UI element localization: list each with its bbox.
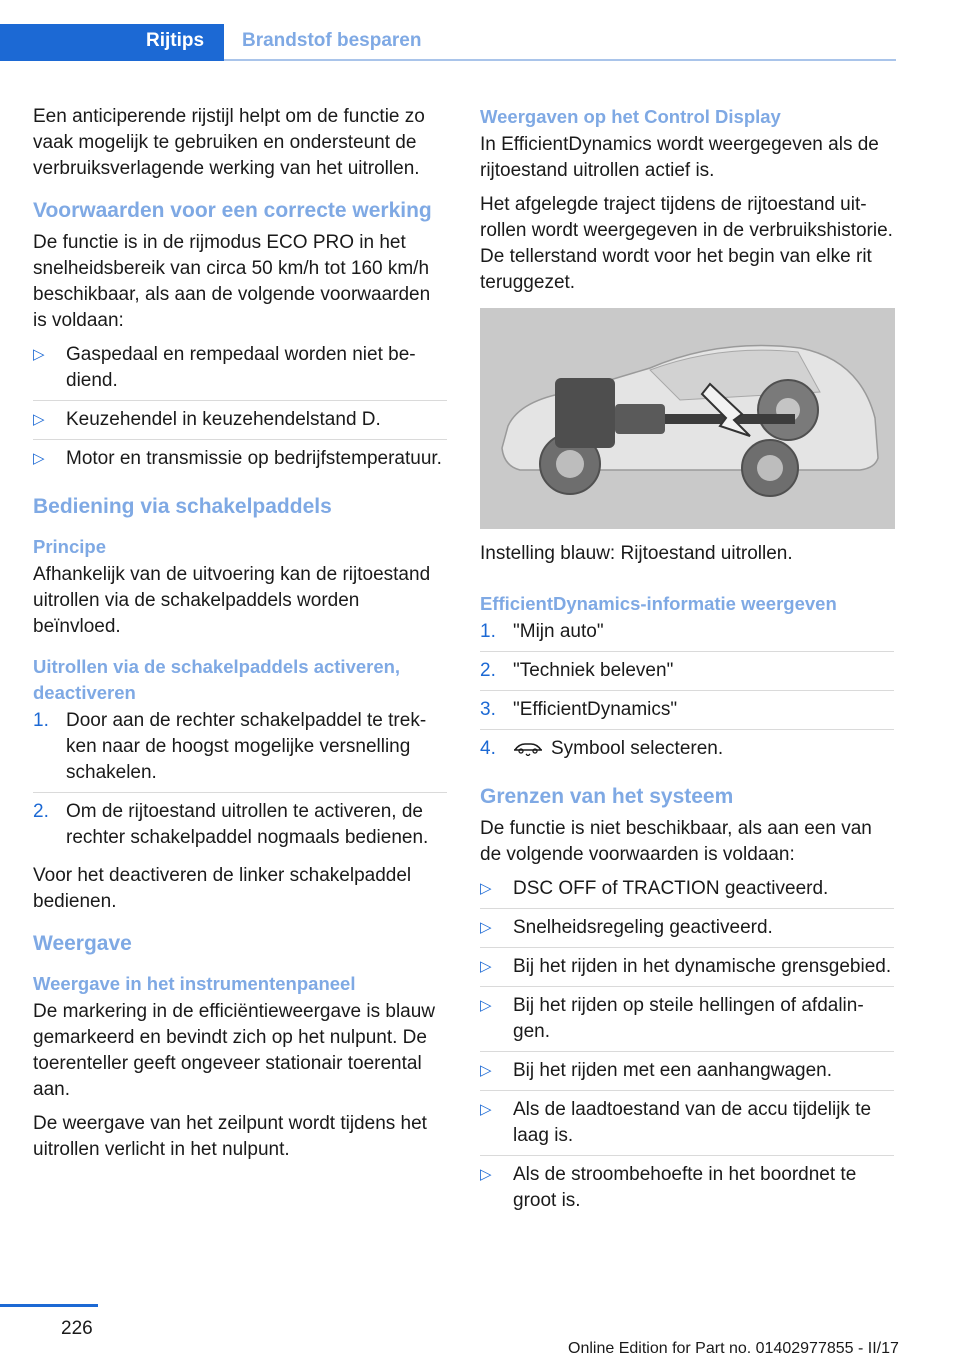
list-item: ▷ Als de laadtoestand van de accu tijdelijk te laag is.	[480, 1097, 894, 1156]
triangle-right-icon: ▷	[33, 411, 45, 428]
page-number: 226	[61, 1318, 93, 1339]
triangle-right-icon: ▷	[33, 450, 45, 467]
info-steps	[480, 619, 894, 768]
control-text-2: Het afgelegde traject tijdens de rijtoestand uitrollen wordt weergegeven in de verbruikshistorie. De tellerstand wordt voor het begin van elke rit teruggezet.	[480, 194, 893, 293]
list-item: 4. Symbool selecteren.	[480, 738, 724, 759]
heading-principle: Principe	[33, 536, 106, 557]
list-item: 1. "Mijn auto"	[480, 619, 894, 652]
triangle-right-icon: ▷	[480, 1062, 492, 1079]
conditions-list	[33, 342, 447, 478]
triangle-right-icon: ▷	[33, 346, 45, 363]
list-item: ▷ Gaspedaal en rempedaal worden niet bediend.	[33, 342, 447, 401]
conditions-text: De functie is in de rijmodus ECO PRO in het snelheidsbereik van circa 50 km/h tot 160 km/h beschikbaar, als aan de volgende voorwaarden is voldaan:	[33, 232, 431, 331]
list-item: ▷ Als de stroombehoefte in het boordnet te groot is.	[480, 1164, 857, 1211]
list-item: ▷ Bij het rijden op steile hellingen of afdalingen.	[480, 993, 894, 1052]
list-item: 1. Door aan de rechter schakelpaddel te trekken naar de hoogst mogelijke versnelling schakelen.	[33, 708, 447, 793]
activate-steps	[33, 708, 447, 857]
header-tab[interactable]: Rijtips	[146, 30, 205, 51]
heading-paddles: Bediening via schakelpaddels	[33, 495, 332, 518]
triangle-right-icon: ▷	[480, 997, 492, 1014]
header-rule	[224, 59, 896, 61]
list-item: 2. "Techniek beleven"	[480, 658, 894, 691]
heading-limits: Grenzen van het systeem	[480, 785, 734, 808]
coasting-car-icon	[513, 740, 543, 756]
right-column	[480, 104, 894, 1226]
deactivate-text: Voor het deactiveren de linker schakelpaddel bedienen.	[33, 865, 412, 912]
heading-display: Weergave	[33, 932, 132, 955]
footer-rule	[0, 1304, 98, 1307]
limits-text: De functie is niet beschikbaar, als aan een van de volgende voorwaarden is voldaan:	[480, 818, 872, 865]
list-item: 3. "EfficientDynamics"	[480, 697, 894, 730]
control-text-1: In EfficientDynamics wordt weergegeven als de rijtoestand uitrollen actief is.	[480, 134, 879, 181]
list-item: 2. Om de rijtoestand uitrollen te activeren, de rechter schakelpaddel nogmaals bedienen.	[33, 801, 429, 848]
heading-cluster: Weergave in het instrumentenpaneel	[33, 973, 356, 994]
triangle-right-icon: ▷	[480, 1166, 492, 1183]
heading-conditions: Voorwaarden voor een correcte werking	[33, 199, 432, 222]
principle-text: Afhankelijk van de uitvoering kan de rijtoestand uitrollen via de schakelpaddels worden beïnvloed.	[33, 564, 431, 637]
heading-info: EfficientDynamics-informatie weergeven	[480, 593, 837, 614]
list-item: ▷ Keuzehendel in keuzehendelstand D.	[33, 407, 447, 440]
list-item: ▷ Bij het rijden met een aanhangwagen.	[480, 1058, 894, 1091]
triangle-right-icon: ▷	[480, 880, 492, 897]
triangle-right-icon: ▷	[480, 958, 492, 975]
edition-note: Online Edition for Part no. 01402977855 - II/17	[568, 1340, 899, 1357]
heading-activate: Uitrollen via de schakelpaddels activeren, deactiveren	[33, 656, 401, 703]
list-item: ▷ Snelheidsregeling geactiveerd.	[480, 915, 894, 948]
limits-list	[480, 876, 894, 1220]
cluster-text-1: De markering in de efficiëntieweergave is blauw gemarkeerd en bevindt zich op het nulpunt. De toerenteller geeft ongeveer stationair toerental aan.	[33, 1001, 436, 1100]
list-item: ▷ Bij het rijden in het dynamische grensgebied.	[480, 954, 894, 987]
list-item: ▷ DSC OFF of TRACTION geactiveerd.	[480, 876, 894, 909]
heading-control-display: Weergaven op het Control Display	[480, 106, 781, 127]
left-column	[33, 104, 447, 1171]
triangle-right-icon: ▷	[480, 1101, 492, 1118]
intro-text: Een anticiperende rijstijl helpt om de functie zo vaak mogelijk te gebruiken en ondersteunt de verbruiksverlagende werking van het uitrollen.	[33, 106, 425, 179]
header-section[interactable]: Brandstof besparen	[242, 30, 422, 51]
triangle-right-icon: ▷	[480, 919, 492, 936]
figure-caption: Instelling blauw: Rijtoestand uitrollen.	[480, 543, 793, 564]
car-illustration	[480, 308, 895, 529]
list-item: ▷ Motor en transmissie op bedrijfstemperatuur.	[33, 446, 447, 478]
car-drawing	[480, 308, 895, 529]
cluster-text-2: De weergave van het zeilpunt wordt tijdens het uitrollen verlicht in het nulpunt.	[33, 1113, 427, 1160]
